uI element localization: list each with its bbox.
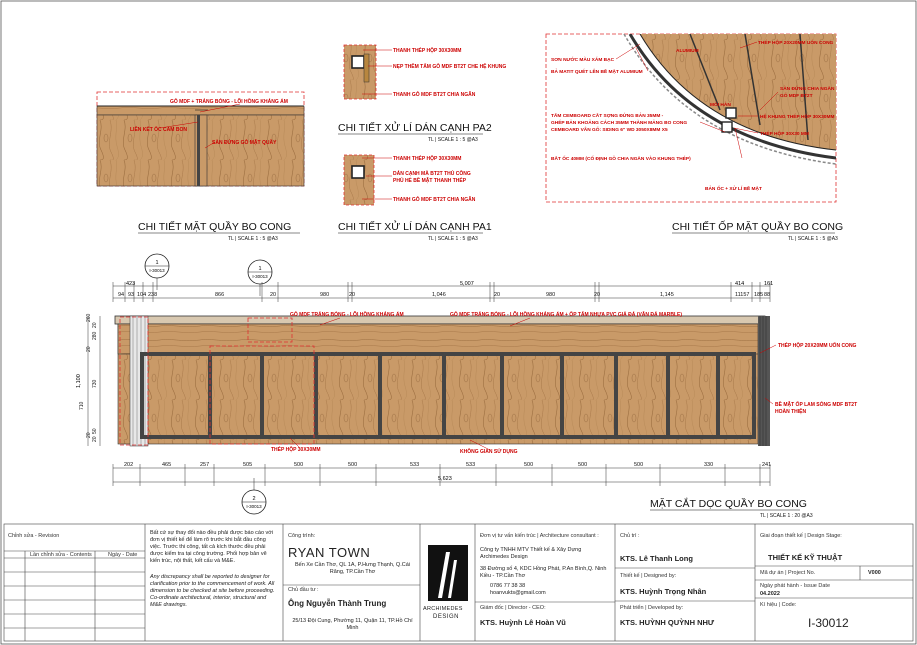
designer-label: Thiết kế | Designed by: xyxy=(620,573,677,579)
mat-quay-title: CHI TIẾT MẶT QUẦY BO CONG xyxy=(138,221,292,233)
archimedes-logo xyxy=(428,545,468,601)
op-note-l1: SƠN NƯỚC MÀU XÁM BẠC xyxy=(551,58,615,63)
mat-quay-note-2: LIÊN KẾT ỐC CAM BON xyxy=(130,127,187,133)
owner-name: Ông Nguyễn Thành Trung xyxy=(288,599,387,608)
top-dim-row2: 1,145 xyxy=(660,292,674,298)
top-dim-414: 414 xyxy=(735,281,745,287)
top-dim-row2: 20 xyxy=(494,292,501,298)
bottom-dim: 465 xyxy=(162,462,172,468)
project-name: RYAN TOWN xyxy=(288,545,371,560)
developer-label: Phát triển | Developed by: xyxy=(620,605,684,611)
detail-pa1 xyxy=(338,154,492,242)
elev-note-6: THÉP HỘP 30X30MM xyxy=(271,447,321,453)
top-dim-row2: 1,046 xyxy=(432,292,446,298)
top-dim-row2: 93 xyxy=(128,292,135,298)
disclaimer-en: Any discrepancy shall be reported to designer for clarification prior to the commencement of work. All dimension to be checked at site before proceeding. Co-ordinate architectural, interior, structural and M&E drawings. xyxy=(150,574,275,608)
left-dim: 20 xyxy=(92,322,98,328)
code-label: Kí hiệu | Code: xyxy=(760,602,797,608)
steel-post xyxy=(716,352,720,439)
marker-3-code: I-30013 xyxy=(246,504,262,509)
op-note-l3: TẤM CEMBOARD CẮT SỢNG ĐỨNG BẢN 35MM - xyxy=(551,114,664,119)
top-dim-row2: 20 xyxy=(270,292,277,298)
top-dim-row2: 104 xyxy=(137,292,147,298)
left-dim: 20 xyxy=(86,346,92,352)
top-dim-row2: 980 xyxy=(320,292,330,298)
steel-post xyxy=(260,352,264,439)
left-dim: 50 xyxy=(92,428,98,434)
steel-post xyxy=(666,352,670,439)
bottom-dim: 500 xyxy=(348,462,358,468)
pa2-title: CHI TIẾT XỬ LÍ DÁN CẠNH PA2 xyxy=(338,122,492,134)
left-dim-1100: 1,100 xyxy=(76,374,82,388)
top-dim-161: 161 xyxy=(764,281,774,287)
consultant-address: 38 Đường số 4, KDC Hồng Phát, P.An Bình,Q. Ninh Kiều - TP.Cần Thơ xyxy=(480,566,607,579)
op-note-r7: THÉP HỘP 30X30 MM xyxy=(760,132,809,137)
op-note-r2: ALUMIUM xyxy=(676,49,699,54)
project-no-label: Mã dự án | Project No. xyxy=(760,570,816,576)
marker-3-num: 2 xyxy=(252,496,256,502)
elev-note-7: KHÔNG GIAN SỬ DỤNG xyxy=(460,449,518,455)
op-note-r1: THÉP HỘP 20X20MM UỐN CONG xyxy=(758,41,834,46)
bottom-dim: 533 xyxy=(466,462,476,468)
elev-note-5: HOÀN THIỆN xyxy=(775,409,807,415)
top-dim-row2: 238 xyxy=(148,292,158,298)
steel-post xyxy=(614,352,618,439)
op-note-r5: MỐI HÀN xyxy=(710,103,731,108)
op-note-r8: BẢN ỐC + XỬ LÍ BỀ MẶT xyxy=(705,187,762,192)
op-mat-scale: TL | SCALE 1 : 5 @A3 xyxy=(788,236,838,242)
top-dim-row2: 980 xyxy=(546,292,556,298)
op-note-l2: BẢ MATIT QUÉT LÊN BỀ MẶT ALUMIUM xyxy=(551,70,643,75)
sheet-code: I-30012 xyxy=(808,616,849,630)
steel-post xyxy=(442,352,446,439)
issue-date: 04.2022 xyxy=(760,591,780,597)
marker-2-num: 1 xyxy=(258,266,262,272)
owner-address: 25/13 Đội Cung, Phường 11, Quận 11, TP.Hồ Chí Minh xyxy=(292,618,413,631)
marker-1-code: I-30013 xyxy=(149,268,165,273)
pa1-scale: TL | SCALE 1 : 5 @A3 xyxy=(428,236,478,242)
chief-label: Chủ trì : xyxy=(620,533,640,539)
bottom-dim: 500 xyxy=(634,462,644,468)
detail-pa2 xyxy=(338,45,506,143)
section-marker-2 xyxy=(248,260,272,296)
op-note-l4: GHÉP BẢN KHOẢNG CÁCH 35MM THÀNH MẢNG BO CONG xyxy=(551,121,688,126)
op-mat-title: CHI TIẾT ỐP MẶT QUẦY BO CONG xyxy=(672,221,844,233)
chief-name: KTS. Lê Thanh Long xyxy=(620,554,693,563)
top-dim-row2: 88 xyxy=(764,292,771,298)
project-label: Công trình: xyxy=(288,533,316,539)
logo-text-1: ARCHIMEDES xyxy=(423,606,463,612)
owner-label: Chủ đầu tư : xyxy=(288,587,319,593)
left-dim: 280 xyxy=(92,331,98,340)
bottom-total: 5,623 xyxy=(438,476,452,482)
top-dim-row2: 20 xyxy=(349,292,356,298)
steel-post xyxy=(752,352,756,439)
bottom-dim: 257 xyxy=(200,462,210,468)
project-no: V000 xyxy=(868,570,881,576)
project-address: Bến Xe Cần Thơ, QL 1A, P.Hưng Thạnh, Q.Cái Răng, TP.Cần Thơ xyxy=(294,562,410,575)
pa1-note-3: PHỦ HỂ BỀ MẶT THANH THÉP xyxy=(393,178,467,184)
steel-post xyxy=(500,352,504,439)
bottom-dim: 500 xyxy=(524,462,534,468)
pa1-note-2: DÁN CẠNH MÀ BT2T THỦ CÔNG xyxy=(393,171,471,177)
top-dim-5007: 5,007 xyxy=(460,281,474,287)
top-dim-row2: 94 xyxy=(118,292,125,298)
detail-op-mat xyxy=(546,34,843,242)
consultant-name: Công ty TNHH MTV Thiết kế & Xây Dựng Archimedes Design xyxy=(480,547,582,560)
top-dim-row2: 20 xyxy=(594,292,601,298)
bottom-dim: 241 xyxy=(762,462,772,468)
stage-label: Giai đoạn thiết kế | Design Stage: xyxy=(760,533,842,539)
elevation xyxy=(76,281,857,519)
revision-label: Chỉnh sửa - Revision xyxy=(8,533,60,539)
left-dim: 20 xyxy=(92,436,98,442)
left-dim: 20 xyxy=(86,432,92,438)
op-note-r4: GỖ MDF BT2T xyxy=(780,94,813,99)
pa1-note-1: THANH THÉP HỘP 30X30MM xyxy=(393,156,462,162)
op-note-r6: HỆ KHUNG THÉP HỘP 30X30MM xyxy=(760,115,835,120)
bottom-dim: 500 xyxy=(578,462,588,468)
issue-date-label: Ngày phát hành - Issue Date xyxy=(760,583,831,589)
logo-text-2: DESIGN xyxy=(433,614,460,620)
left-dim: 730 xyxy=(92,379,98,388)
elev-note-1: GỖ MDF TRÁNG BÓNG - LÕI HỒNG KHÁNG ẨM xyxy=(290,312,404,318)
steel-post xyxy=(560,352,564,439)
elev-note-2: GỖ MDF TRÁNG BÓNG - LÕI HỒNG KHÁNG ẨM + ỐP TẤM NHỰA PVC GIẢ ĐÁ (VÂN ĐÁ MARBLE) xyxy=(450,312,683,318)
left-dim: 260 xyxy=(86,313,92,322)
pa2-scale: TL | SCALE 1 : 5 @A3 xyxy=(428,137,478,143)
steel-post xyxy=(314,352,318,439)
director-label: Giám đốc | Director - CEO: xyxy=(480,605,546,611)
disclaimer-vi: Bất cứ sự thay đổi nào đều phải được báo cáo với đơn vị thiết kế để làm rõ trước khi bắt đầu công việc. Trước thi công, tất cả kích thước đều phải được kiểm tra tại công trường. Phối hợp bản vẽ kiến trúc, nội thất, kết cấu và M&E. xyxy=(150,530,274,564)
designer-name: KTS. Huỳnh Trọng Nhân xyxy=(620,587,707,596)
elev-note-3: THÉP HỘP 20X20MM UỐN CONG xyxy=(778,343,857,349)
section-marker-1 xyxy=(145,254,169,290)
pa1-note-4: THANH GỖ MDF BT2T CHIA NGĂN xyxy=(393,197,476,203)
mat-quay-scale: TL | SCALE 1 : 5 @A3 xyxy=(228,236,278,242)
pa2-note-1: THANH THÉP HỘP 30X30MM xyxy=(393,48,462,54)
elevation-title: MẶT CẮT DỌC QUẦY BO CONG xyxy=(650,498,807,510)
revision-col-contents: Lần chỉnh sửa - Contents xyxy=(30,552,92,558)
top-dim-row2: 185 xyxy=(754,292,764,298)
bottom-dim: 330 xyxy=(704,462,714,468)
op-note-l6: BẮT ỐC 40MM (CỐ ĐỊNH GỖ CHIA NGĂN VÀO KHUNG THÉP) xyxy=(551,157,691,162)
mat-quay-note-1: GỖ MDF + TRÁNG BÓNG - LÕI HỒNG KHÁNG ẨM xyxy=(170,99,288,105)
pa2-note-3: THANH GỖ MDF BT2T CHIA NGĂN xyxy=(393,92,476,98)
consultant-label: Đơn vị tư vấn kiến trúc | Architecture consultant : xyxy=(480,533,599,539)
director-name: KTS. Huỳnh Lê Hoàn Vũ xyxy=(480,618,566,627)
elev-note-4: BỀ MẶT ỐP LAM SÓNG MDF BT2T xyxy=(775,402,858,408)
consultant-email: hoanvukts@gmail.com xyxy=(490,590,546,596)
elevation-scale: TL | SCALE 1 : 20 @A3 xyxy=(760,513,813,519)
top-dim-423: 423 xyxy=(126,281,136,287)
top-dim-row2: 866 xyxy=(215,292,225,298)
bottom-dim: 533 xyxy=(410,462,420,468)
bottom-dim: 500 xyxy=(294,462,304,468)
revision-col-date: Ngày - Date xyxy=(108,552,138,558)
op-note-l5: CEMBOARD VÂN GỖ: SIDING 6" WD 3050X8MM X5 xyxy=(551,128,668,133)
developer-name: KTS. HUỲNH QUỲNH NHƯ xyxy=(620,618,715,627)
section-marker-3 xyxy=(242,478,266,514)
bottom-dim: 505 xyxy=(243,462,253,468)
mat-quay-note-3: SÀN ĐỨNG GỖ MẶT QUẦY xyxy=(212,140,277,146)
left-dim: 710 xyxy=(79,401,85,410)
steel-post xyxy=(140,352,144,439)
detail-mat-quay xyxy=(97,92,304,242)
marker-2-code: I-30013 xyxy=(252,274,268,279)
steel-post xyxy=(378,352,382,439)
pa1-title: CHI TIẾT XỬ LÍ DÁN CẠNH PA1 xyxy=(338,221,492,233)
bottom-dim: 202 xyxy=(124,462,134,468)
stage-value: THIẾT KẾ KỸ THUẬT xyxy=(768,553,843,562)
op-note-r3: SÀN ĐỨNG CHIA NGĂN xyxy=(780,87,835,92)
consultant-phone: 0786 77 38 38 xyxy=(490,583,526,589)
marker-1-num: 1 xyxy=(155,260,159,266)
pa2-note-2: NẸP THÊM TẤM GỖ MDF BT2T CHE HỆ KHUNG xyxy=(393,64,507,70)
top-dim-row2: 11157 xyxy=(735,292,750,298)
